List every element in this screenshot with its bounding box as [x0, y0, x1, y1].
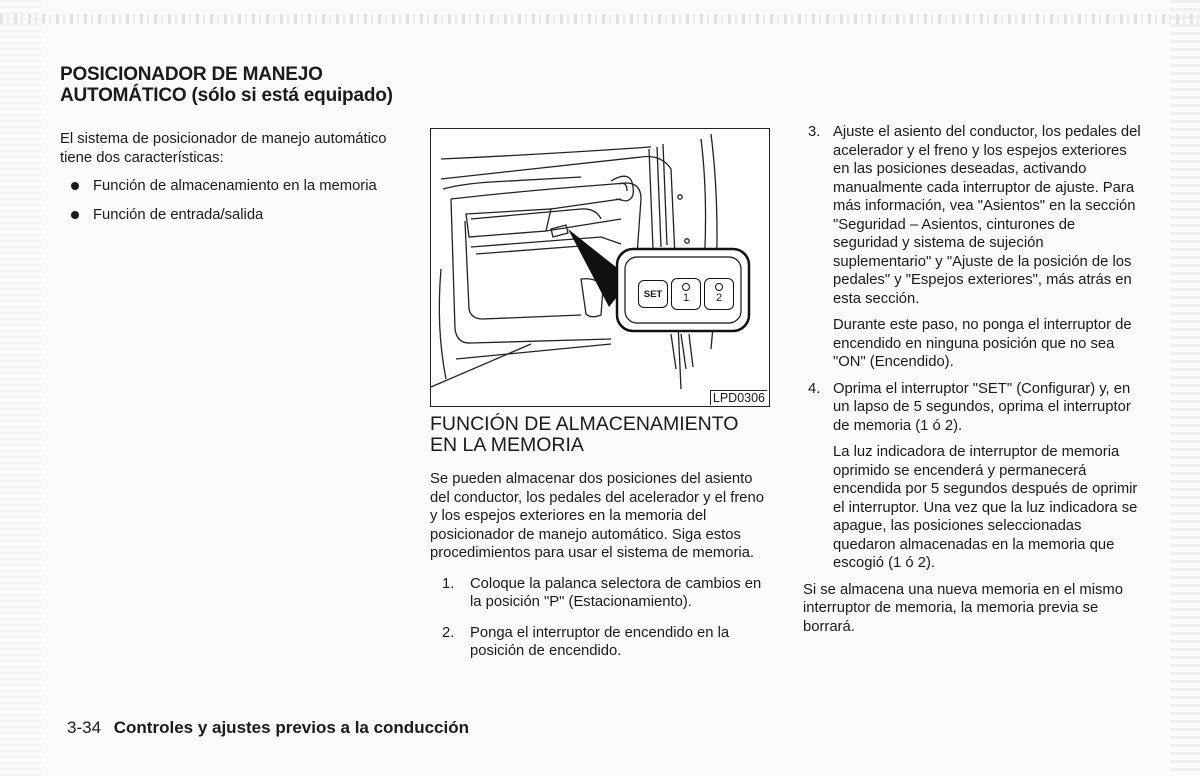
scan-edge-left [0, 0, 42, 776]
memory-button-2 [704, 278, 734, 310]
memory-button-1 [671, 278, 701, 310]
step-text: Oprima el interruptor "SET" (Configurar) y, en un lapso de 5 segundos, oprima el interruptor de memoria (1 ó 2). [833, 380, 1131, 434]
step-item [430, 624, 775, 661]
figure-label: LPD0306 [710, 390, 767, 405]
chapter-title: Controles y ajustes previos a la conducción [113, 718, 469, 737]
scan-edge-top [0, 14, 1200, 24]
heading-line-1: POSICIONADOR DE MANEJO [60, 64, 323, 85]
page-footer [67, 718, 469, 738]
heading-line-2: AUTOMÁTICO (sólo si está equipado) [60, 85, 393, 106]
step-number: 2. [442, 624, 455, 641]
feature-item: Función de entrada/salida [60, 206, 405, 225]
indicator-light-icon [715, 283, 723, 291]
page-number: 3-34 [67, 718, 102, 737]
step-4-note: La luz indicadora de interruptor de memoria oprimido se encenderá y permanecerá encendida por 5 segundos después de oprimir el interruptor. Una vez que la luz indicadora se apague, las posiciones seleccionadas quedaron almacenadas en la memoria que escogió (1 ó 2). [833, 444, 1138, 571]
door-panel-illustration [431, 129, 768, 391]
step-3-note: Durante este paso, no ponga el interruptor de encendido en ninguna posición que no sea "ON" (Encendido). [833, 317, 1132, 370]
set-button [638, 280, 668, 308]
step-text: Ajuste el asiento del conductor, los pedales del acelerador y el freno y los espejos exteriores en las posiciones deseadas, activando manualmente cada interruptor de ajuste. Para más información, vea "Asientos" en la sección "Seguridad – Asientos, cinturones de seguridad y sistema de sujeción suplementario" y "Ajuste de la posición de los pedales" y "Espejos exteriores", más atrás en esta sección. [833, 124, 1141, 307]
column-middle [430, 470, 775, 661]
feature-list [60, 177, 405, 224]
section-heading [60, 64, 420, 106]
set-button-label: SET [643, 288, 663, 300]
step-item [803, 123, 1141, 308]
scan-edge-right [1170, 0, 1200, 776]
step-text: Ponga el interruptor de encendido en la posición de encendido. [470, 624, 730, 659]
subsection-title-line-2: EN LA MEMORIA [430, 434, 584, 456]
step-number: 1. [442, 575, 455, 592]
intro-paragraph: El sistema de posicionador de manejo automático tiene dos características: [60, 131, 387, 166]
column-left [60, 130, 405, 234]
memory-intro-paragraph: Se pueden almacenar dos posiciones del asiento del conductor, los pedales del acelerador y el freno y los espejos exteriores en la memoria del posicionador de manejo automático. Siga estos procedimientos para usar el sistema de memoria. [430, 471, 764, 561]
memory-button-1-label: 1 [682, 292, 690, 304]
subsection-title [430, 414, 770, 456]
subsection-title-line-1: FUNCIÓN DE ALMACENAMIENTO [430, 413, 739, 435]
memory-button-2-label: 2 [715, 292, 723, 304]
step-item [430, 575, 775, 612]
step-number: 3. [808, 124, 821, 140]
steps-list-first [430, 575, 775, 661]
indicator-light-icon [682, 283, 690, 291]
column-right [803, 123, 1141, 636]
step-number: 4. [808, 380, 821, 397]
steps-list-third [803, 380, 1141, 436]
step-item [803, 380, 1141, 436]
door-memory-switch-figure [430, 128, 770, 407]
steps-list-second [803, 123, 1141, 308]
feature-item: Función de almacenamiento en la memoria [60, 177, 405, 196]
step-text: Coloque la palanca selectora de cambios en la posición "P" (Estacionamiento). [470, 575, 762, 610]
closing-paragraph: Si se almacena una nueva memoria en el mismo interruptor de memoria, la memoria previa se borrará. [803, 581, 1123, 635]
